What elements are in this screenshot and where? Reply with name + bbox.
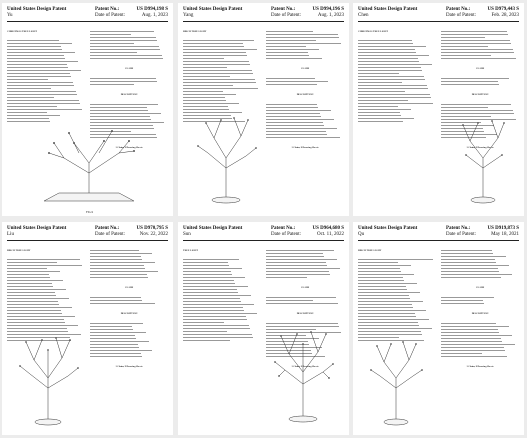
patent-header <box>358 226 519 241</box>
patent-type: United States Design Patent <box>358 7 418 12</box>
text-line <box>90 302 168 305</box>
bibliographic-column <box>183 243 259 348</box>
claim-heading: CLAIM <box>475 286 485 289</box>
drawing-sheets: 1 Claim, 8 Drawing Sheets <box>291 146 319 149</box>
tree-figure <box>186 108 266 208</box>
date-label: Date of Patent: <box>95 13 125 18</box>
text-lines <box>266 296 344 305</box>
patent-type: United States Design Patent <box>7 7 67 12</box>
text-lines <box>266 103 344 139</box>
claim-heading: CLAIM <box>124 286 134 289</box>
description-heading: DESCRIPTION <box>296 93 314 96</box>
text-lines <box>90 296 168 305</box>
patent-page-2[interactable] <box>178 3 349 216</box>
claim-heading: CLAIM <box>475 67 485 70</box>
claim-heading: CLAIM <box>300 286 310 289</box>
tree-drawing <box>361 334 431 429</box>
patent-page-1[interactable] <box>2 3 173 216</box>
text-line <box>266 83 344 86</box>
patent-no-label: Patent No.: <box>446 226 471 231</box>
text-lines <box>266 77 344 86</box>
description-heading: DESCRIPTION <box>120 312 138 315</box>
text-lines <box>441 30 519 60</box>
drawing-sheets: 1 Claim, 8 Drawing Sheets <box>466 365 494 368</box>
description-heading: DESCRIPTION <box>120 93 138 96</box>
patent-page-5[interactable] <box>178 222 349 435</box>
text-line <box>358 120 434 123</box>
inventor-short: Sun <box>183 232 191 237</box>
text-line <box>266 136 344 139</box>
text-line <box>266 302 344 305</box>
text-line <box>441 302 519 305</box>
patent-title-field: BIRCH TREE LIGHT <box>183 30 207 33</box>
patent-no-label: Patent No.: <box>271 7 296 12</box>
patent-number: US D970,795 S <box>136 226 168 231</box>
text-lines <box>7 39 83 123</box>
patent-page-4[interactable] <box>2 222 173 435</box>
drawing-sheets: 1 Claim, 9 Drawing Sheets <box>115 146 143 149</box>
date-label: Date of Patent: <box>271 13 301 18</box>
tree-figure <box>361 334 431 429</box>
inventor-short: Chen <box>358 13 369 18</box>
inventor-short: Yu <box>7 13 13 18</box>
text-line <box>90 83 168 86</box>
patent-date: Aug. 1, 2023 <box>141 13 168 18</box>
patent-no-label: Patent No.: <box>271 226 296 231</box>
patent-page-6[interactable] <box>353 222 524 435</box>
text-lines <box>441 296 519 305</box>
inventor-short: Yang <box>183 13 194 18</box>
drawing-sheets: 1 Claim, 9 Drawing Sheets <box>115 365 143 368</box>
description-column <box>266 24 344 156</box>
text-lines <box>183 258 259 342</box>
text-line <box>90 355 168 358</box>
tree-drawing <box>186 108 266 208</box>
text-line <box>441 355 519 358</box>
description-heading: DESCRIPTION <box>296 312 314 315</box>
patent-header <box>7 7 168 22</box>
date-label: Date of Patent: <box>271 232 301 237</box>
patent-date: Feb. 28, 2023 <box>491 13 519 18</box>
patent-no-label: Patent No.: <box>95 7 120 12</box>
patent-header <box>183 7 344 22</box>
text-lines <box>441 322 519 358</box>
text-lines <box>90 322 168 358</box>
date-label: Date of Patent: <box>95 232 125 237</box>
patent-number: US D994,196 S <box>312 7 344 12</box>
tree-figure <box>448 113 518 208</box>
description-heading: DESCRIPTION <box>471 93 489 96</box>
patent-title-field: TREE LIGHT <box>183 249 198 252</box>
inventor-short: Liu <box>7 232 14 237</box>
text-lines <box>441 249 519 279</box>
bibliographic-column <box>358 243 434 348</box>
text-line <box>441 57 519 60</box>
patent-date: Nov. 22, 2022 <box>139 232 168 237</box>
patent-no-label: Patent No.: <box>446 7 471 12</box>
date-label: Date of Patent: <box>446 13 476 18</box>
patent-type: United States Design Patent <box>7 226 67 231</box>
description-column <box>441 243 519 375</box>
patent-date: Oct. 11, 2022 <box>316 232 344 237</box>
text-lines <box>441 77 519 86</box>
tree-figure <box>263 322 343 427</box>
patent-title-field: BIRCH TREE LIGHT <box>7 249 31 252</box>
patent-date: Aug. 1, 2023 <box>317 13 344 18</box>
text-line <box>183 339 259 342</box>
date-label: Date of Patent: <box>446 232 476 237</box>
patent-type: United States Design Patent <box>183 7 243 12</box>
text-lines <box>358 258 434 342</box>
patent-title-field: BIRCH TREE LIGHT <box>358 249 382 252</box>
text-line <box>266 57 344 60</box>
tree-drawing <box>10 330 85 430</box>
text-lines <box>90 249 168 279</box>
patent-header <box>7 226 168 241</box>
tree-drawing <box>24 123 154 208</box>
text-line <box>441 83 519 86</box>
text-line <box>266 276 344 279</box>
text-line <box>90 276 168 279</box>
bibliographic-column <box>7 24 83 129</box>
text-lines <box>90 77 168 86</box>
claim-heading: CLAIM <box>124 67 134 70</box>
patent-header <box>358 7 519 22</box>
tree-figure <box>10 330 85 430</box>
patent-date: May 18, 2021 <box>491 232 519 237</box>
text-line <box>90 57 168 60</box>
description-column <box>90 243 168 375</box>
tree-drawing <box>448 113 518 208</box>
fig-label: FIG.9 <box>86 210 94 214</box>
text-line <box>441 276 519 279</box>
patent-number: US D919,873 S <box>487 226 519 231</box>
inventor-short: Qu <box>358 232 365 237</box>
patent-number: US D979,443 S <box>487 7 519 12</box>
claim-heading: CLAIM <box>300 67 310 70</box>
drawing-sheets: 1 Claim, 8 Drawing Sheets <box>291 365 319 368</box>
text-lines <box>266 30 344 60</box>
patent-title-field: CHRISTMAS TREE LIGHT <box>7 30 37 33</box>
drawing-sheets: 1 Claim, 9 Drawing Sheets <box>466 146 494 149</box>
bibliographic-column <box>358 24 434 129</box>
patent-no-label: Patent No.: <box>95 226 120 231</box>
patent-type: United States Design Patent <box>358 226 418 231</box>
tree-figure <box>24 123 154 214</box>
patent-title-field: CHRISTMAS TREE LIGHT <box>358 30 388 33</box>
patent-type: United States Design Patent <box>183 226 243 231</box>
patent-page-3[interactable] <box>353 3 524 216</box>
description-heading: DESCRIPTION <box>471 312 489 315</box>
text-lines <box>266 249 344 279</box>
patent-number: US D994,198 S <box>136 7 168 12</box>
text-lines <box>358 39 434 123</box>
text-lines <box>90 30 168 60</box>
tree-drawing <box>263 322 343 427</box>
patent-number: US D964,680 S <box>312 226 344 231</box>
patent-header <box>183 226 344 241</box>
